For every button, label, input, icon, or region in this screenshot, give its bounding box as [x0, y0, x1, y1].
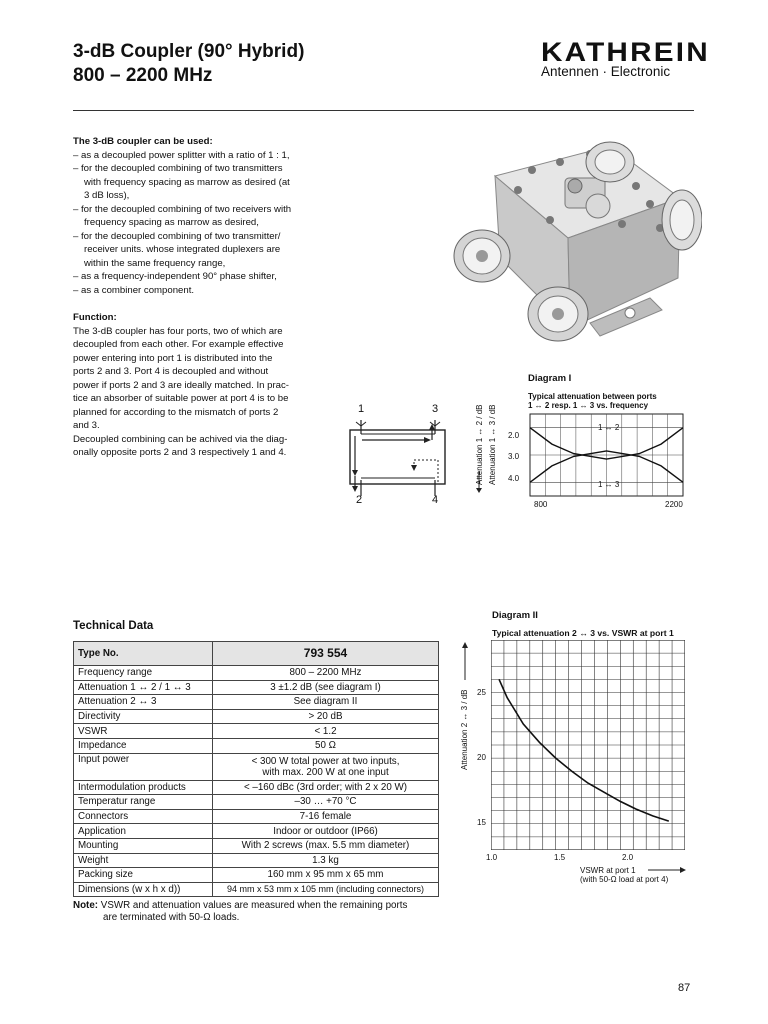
diagram-1-ytick: 3.0 [508, 452, 520, 461]
function-line: planned for according to the mismatch of ports 2 [73, 406, 279, 418]
spec-value: 1.3 kg [213, 853, 439, 868]
spec-value-line-1: < 300 W total power at two inputs, [251, 755, 400, 767]
spec-value: 94 mm x 53 mm x 105 mm (including connectors) [213, 882, 439, 897]
diagram-2-ylabel: Attenuation 2 ↔ 3 / dB [460, 689, 469, 770]
function-line: power entering into port 1 is distributed into the [73, 352, 273, 364]
function-line: decoupled from each other. For example effective [73, 339, 284, 350]
uses-item: frequency spacing as marrow as desired, [84, 217, 259, 228]
diagram-1-ytick: 4.0 [508, 474, 520, 483]
table-row [74, 824, 439, 839]
table-row [74, 680, 439, 695]
technical-data-heading: Technical Data [73, 620, 154, 632]
port-1-label: 1 [358, 403, 365, 415]
table-row [74, 809, 439, 824]
table-row [74, 738, 439, 753]
diagram-1-subtitle [528, 392, 657, 410]
spec-label: Connectors [74, 809, 213, 824]
table-row [74, 838, 439, 853]
spec-value-line-2: with max. 200 W at one input [262, 766, 389, 778]
diagram-2-ytick: 25 [477, 688, 486, 697]
spec-label: Attenuation 1 ↔ 2 / 1 ↔ 3 [74, 680, 213, 695]
spec-value: Indoor or outdoor (IP66) [213, 824, 439, 839]
brand-subtitle: Antennen · Electronic [541, 64, 671, 79]
uses-item: – for the decoupled combining of two transmitter/ [73, 230, 281, 242]
spec-label: Weight [74, 853, 213, 868]
page-title [73, 40, 304, 88]
function-line: power if ports 2 and 3 are ideally matched. In prac- [73, 379, 289, 391]
uses-heading: The 3-dB coupler can be used: [73, 136, 213, 147]
uses-item: within the same frequency range, [84, 257, 226, 269]
diagram-1-yaxis-arrow-icon [474, 472, 488, 494]
diagram-1-ylabel-1: Attenuation 1 ↔ 2 / dB [475, 404, 484, 485]
diagram-2-xlabel-line-2: (with 50-Ω load at port 4) [580, 875, 669, 884]
diagram-1-xtick: 800 [534, 500, 548, 509]
uses-item: receiver units. whose integrated duplexers are [84, 244, 281, 255]
note-label: Note: [73, 900, 99, 911]
function-line: Decoupled combining can be achived via the diag- [73, 433, 288, 445]
uses-item: – as a decoupled power splitter with a ratio of 1 : 1, [73, 149, 290, 161]
spec-value: < –160 dBc (3rd order; with 2 x 20 W) [213, 780, 439, 795]
spec-value: –30 … +70 °C [213, 795, 439, 810]
table-row [74, 882, 439, 897]
diagram-1-ytick: 2.0 [508, 431, 520, 440]
table-header-label: Type No. [74, 642, 213, 666]
uses-item: with frequency spacing as marrow as desired (at [84, 176, 290, 188]
title-line-2: 800 – 2200 MHz [73, 65, 213, 86]
spec-label: Packing size [74, 868, 213, 883]
diagram-2-ytick: 20 [477, 753, 486, 762]
spec-value: With 2 screws (max. 5.5 mm diameter) [213, 838, 439, 853]
spec-label: Attenuation 2 ↔ 3 [74, 695, 213, 710]
diagram-2-xtick: 1.0 [486, 853, 498, 862]
note-line-2: are terminated with 50-Ω loads. [103, 912, 240, 923]
spec-label: Application [74, 824, 213, 839]
brand-logo: KATHREIN [541, 37, 710, 67]
spec-label: Mounting [74, 838, 213, 853]
diagram-2-heading: Diagram II [492, 610, 538, 621]
spec-value: 7-16 female [213, 809, 439, 824]
spec-label: Intermodulation products [74, 780, 213, 795]
diagram-2-ytick: 15 [477, 818, 486, 827]
function-section [73, 311, 323, 460]
diagram-1-xtick: 2200 [665, 500, 683, 509]
function-line: and 3. [73, 420, 100, 431]
function-line: tice an absorber of suitable power at port 4 is to be [73, 393, 289, 404]
uses-item: – as a frequency-independent 90° phase shifter, [73, 271, 277, 282]
port-2-label: 2 [356, 494, 363, 506]
spec-value: 50 Ω [213, 738, 439, 753]
table-row [74, 780, 439, 795]
spec-value: 800 – 2200 MHz [213, 666, 439, 681]
technical-data-table [73, 641, 439, 897]
spec-label: Input power [74, 753, 213, 780]
table-row [74, 666, 439, 681]
spec-label: Frequency range [74, 666, 213, 681]
diagram-1-curve-label: 1 ↔ 2 [598, 423, 620, 432]
coupler-product-photo [440, 128, 702, 366]
spec-label: Impedance [74, 738, 213, 753]
header-rule [73, 110, 694, 111]
diagram-1-heading: Diagram I [528, 373, 572, 384]
function-heading: Function: [73, 312, 117, 323]
uses-item: 3 dB loss), [84, 190, 130, 201]
uses-item: – for the decoupled combining of two receivers with [73, 203, 292, 215]
note [73, 900, 453, 924]
page-number: 87 [678, 982, 691, 994]
spec-label: Directivity [74, 709, 213, 724]
diagram-1-curve-label: 1 ↔ 3 [598, 480, 620, 489]
table-header-row [74, 642, 439, 666]
table-row [74, 853, 439, 868]
diagram-2-xtick: 1.5 [554, 853, 566, 862]
spec-label: VSWR [74, 724, 213, 739]
uses-item: – for the decoupled combining of two transmitters [73, 163, 283, 174]
spec-value: > 20 dB [213, 709, 439, 724]
diagram-1-ylabel-2: Attenuation 1 ↔ 3 / dB [488, 404, 497, 485]
table-row [74, 753, 439, 780]
spec-value: < 1.2 [213, 724, 439, 739]
function-line: The 3-dB coupler has four ports, two of which are [73, 325, 283, 337]
uses-item: – as a combiner component. [73, 284, 195, 296]
diagram-2-series-line-1 [499, 679, 669, 821]
spec-label: Dimensions (w x h x d)) [74, 882, 213, 897]
table-row [74, 868, 439, 883]
function-line: onally opposite ports 2 and 3 respectively 1 and 4. [73, 447, 287, 458]
note-line-1: VSWR and attenuation values are measured when the remaining ports [100, 900, 408, 911]
spec-label: Temperatur range [74, 795, 213, 810]
spec-value: 3 ±1.2 dB (see diagram I) [213, 680, 439, 695]
diagram-2-xlabel-line-1: VSWR at port 1 [580, 866, 636, 875]
spec-value: 160 mm x 95 mm x 65 mm [213, 868, 439, 883]
port-4-label: 4 [432, 494, 439, 506]
spec-value [213, 753, 439, 780]
diagram-1-subtitle-line-1: Typical attenuation between ports [528, 392, 657, 401]
type-number: 793 554 [213, 642, 439, 666]
diagram-2-xaxis-arrow-icon [648, 865, 688, 875]
uses-section [73, 135, 323, 297]
diagram-2-xtick: 2.0 [622, 853, 634, 862]
table-row [74, 724, 439, 739]
diagram-1-subtitle-line-2: 1 ↔ 2 resp. 1 ↔ 3 vs. frequency [528, 401, 649, 410]
table-row [74, 795, 439, 810]
table-row [74, 695, 439, 710]
coupler-schematic [340, 416, 460, 496]
spec-value: See diagram II [213, 695, 439, 710]
function-line: ports 2 and 3. Port 4 is decoupled and without [73, 366, 269, 377]
title-line-1: 3-dB Coupler (90° Hybrid) [73, 41, 305, 62]
table-row [74, 709, 439, 724]
diagram-2-chart [491, 640, 685, 850]
port-3-label: 3 [432, 403, 439, 415]
diagram-2-subtitle: Typical attenuation 2 ↔ 3 vs. VSWR at port 1 [492, 628, 674, 638]
